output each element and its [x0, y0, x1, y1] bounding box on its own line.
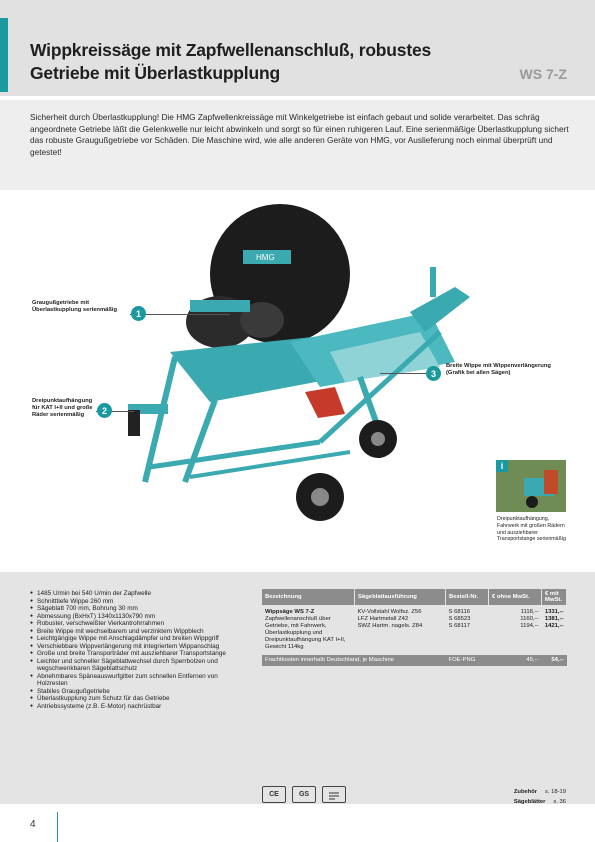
feature-item: ● Robuster, verschweißter Vierkantrohrrahmen: [30, 620, 235, 628]
col-header-name: Bezeichnung: [262, 589, 355, 605]
intro-box: [0, 100, 595, 190]
freight-gross: 54,--: [542, 655, 567, 666]
page-number: 4: [30, 819, 36, 830]
order-no-cell: [446, 605, 489, 655]
table-header-row: [262, 589, 567, 605]
cross-references: [514, 787, 566, 807]
feature-item: ● Verschiebbare Wippverlängerung mit integriertem Wippanschlag: [30, 643, 235, 651]
product-name: Wippsäge WS 7-Z: [265, 609, 315, 615]
callout-1-number: 1: [131, 306, 146, 321]
gs-mark-icon: GS: [292, 786, 316, 803]
document-icon: [322, 786, 346, 803]
feature-item: ● Abnehmbares Späneauswurfgitter zum schnellen Entfernen von Holzresten: [30, 673, 235, 688]
page-title: [30, 39, 431, 85]
freight-label: Frachtkosten innerhalb Deutschland, je Maschine: [262, 655, 446, 666]
feature-item: ● Leichter und schneller Sägeblattwechsel durch Sperrbolzen und wegschwenkbaren Sägeblattschutz: [30, 658, 235, 673]
title-line-2: Getriebe mit Überlastkupplung: [30, 63, 280, 83]
col-header-gross: € mit MwSt.: [542, 589, 567, 605]
order-no: S 68116: [448, 609, 471, 615]
page-rule: [57, 812, 58, 842]
model-code: WS 7-Z: [519, 66, 567, 82]
net-price: 1194,--: [520, 623, 539, 629]
callout-2-text: Dreipunktaufhängung für KAT I+II und große Räder serienmäßig: [32, 398, 93, 418]
gross-price: 1331,--: [544, 609, 564, 615]
blade-logo-text: HMG: [256, 253, 275, 262]
ce-mark-icon: CE: [262, 786, 286, 803]
intro-text: Sicherheit durch Überlastkupplung! Die HMG Zapfwellenkreissäge mit Winkelgetriebe ist einfach gebaut und solide verarbeitet. Das schräg angeordnete Getriebe läßt die Gelenkwelle nur leicht abwinkeln und sorgt so für einen ruhigeren Lauf. Eine serienmäßige Überlastkupplung sichert das robuste Graugußgetriebe vor Schäden. Die Maschine wird, wie alle anderen Geräte von HMG, vor Auslieferung noch einmal überprüft und getestet!: [30, 112, 569, 157]
col-header-blade: Sägeblattausführung: [355, 589, 446, 605]
feature-item: ● Überlastkupplung zum Schutz für das Getriebe: [30, 695, 235, 703]
freight-net: 45,--: [489, 655, 542, 666]
hitch-mount: [128, 410, 140, 436]
blade-cell: [355, 605, 446, 655]
table-row: [262, 605, 567, 655]
feature-item: ● Stabiles Graugußgetriebe: [30, 688, 235, 696]
net-price: 1160,--: [520, 616, 539, 622]
product-description: Zapfwellenanschluß über Getriebe, mit Fahrwerk, Überlastkupplung und Dreipunktaufhängung KAT I+II, Gewicht 114kg: [265, 616, 346, 650]
net-price: 1118,--: [520, 609, 539, 615]
freight-code: FOE-PNG: [446, 655, 489, 666]
feature-item: ● Große und breite Transporträder mit ausziehbarer Transportstange: [30, 650, 235, 658]
blade-option: LFZ Hartmetall Z42: [357, 616, 409, 622]
feature-item: ● Breite Wippe mit wechselbarem und verzinktem Wippblech: [30, 628, 235, 636]
col-header-order-no: Bestell-Nr.: [446, 589, 489, 605]
col-header-net: € ohne MwSt.: [489, 589, 542, 605]
feature-item: ● Abmessung (BxHxT) 1340x1130x790 mm: [30, 613, 235, 621]
feature-item: ● Antriebssysteme (z.B. E-Motor) nachrüstbar: [30, 703, 235, 711]
freight-row: [262, 655, 567, 666]
info-icon: i: [496, 460, 508, 472]
feature-item: ● Schnitttiefe Wippe 260 mm: [30, 598, 235, 606]
ref-saw-blades: Sägeblätter s. 36: [513, 799, 566, 805]
gross-price: 1381,--: [544, 616, 564, 622]
net-price-cell: [489, 605, 542, 655]
feature-item: ● 1485 U/min bei 540 U/min der Zapfwelle: [30, 590, 235, 598]
inset-caption: Dreipunktaufhängung, Fahrwerk mit großen Rädern und ausziehbarer Transportstange serienmäßig: [497, 516, 566, 543]
blade-option: KV-Vollstahl Wolfsz. Z56: [357, 609, 422, 615]
feature-item: ● Leichtgängige Wippe mit Anschlagdämpfer und breiten Wippgriff: [30, 635, 235, 643]
callout-1-text: Graugußgetriebe mit Überlastkupplung serienmäßig: [32, 300, 118, 313]
feature-item: ● Sägeblatt 700 mm, Bohrung 30 mm: [30, 605, 235, 613]
blade-option: SWZ Hartm. nagels. Z84: [357, 623, 423, 629]
callout-3-text: Breite Wippe mit Wippenverlängerung (Grafik bei allen Sägen): [446, 363, 551, 376]
gross-price-cell: [542, 605, 567, 655]
ref-accessories: Zubehör s. 18-19: [513, 789, 566, 795]
order-no: S 68523: [448, 616, 471, 622]
order-no: S 68117: [448, 623, 471, 629]
title-line-1: Wippkreissäge mit Zapfwellenanschluß, robustes: [30, 40, 432, 60]
accent-bar: [0, 18, 8, 92]
callout-3-number: 3: [426, 366, 441, 381]
product-cell: [262, 605, 355, 655]
feature-list: [30, 590, 235, 710]
callout-2-number: 2: [97, 403, 112, 418]
gross-price: 1421,--: [544, 623, 564, 629]
callout-3-leader: [380, 373, 428, 374]
price-table: [262, 589, 567, 666]
